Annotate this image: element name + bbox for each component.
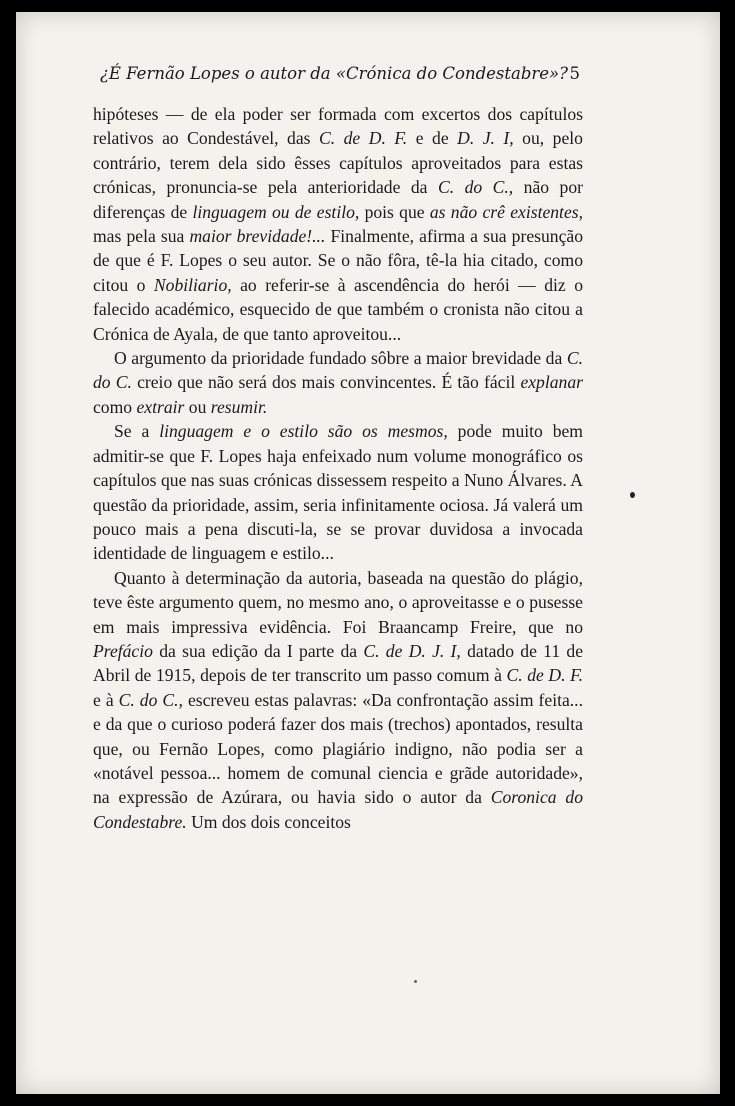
- text-run: da sua edição da I parte da: [152, 640, 364, 661]
- italic-text: explanar: [520, 372, 583, 393]
- text-run: Finalmente, afirma a sua presunção de que é F. Lopes o seu autor. Se o não fôra, tê-la hia citado, como citou o: [93, 226, 583, 295]
- text-run: como: [93, 396, 137, 417]
- italic-text: as não crê existentes,: [429, 201, 584, 222]
- italic-text: C. de D. F.: [506, 665, 583, 686]
- text-run: ao referir-se à ascendência do herói — diz o falecido académico, esquecido de que também o cronista não citou a Crónica de Ayala, de que tanto aproveitou...: [93, 274, 583, 344]
- italic-text: Prefácio: [93, 640, 153, 661]
- text-run: creio que não será dos mais convincentes. É tão fácil: [131, 372, 521, 393]
- italic-text: linguagem e o estilo são os mesmos,: [159, 421, 448, 442]
- italic-text: resumir.: [210, 396, 268, 417]
- italic-text: C. do C.,: [437, 177, 514, 198]
- text-run: Se a: [114, 421, 160, 442]
- italic-text: Nobiliario,: [153, 274, 232, 295]
- text-run: e à: [93, 689, 119, 710]
- text-run: e de: [407, 128, 458, 149]
- italic-text: C. de D. J. I,: [363, 640, 461, 661]
- running-title: ¿É Fernão Lopes o autor da «Crónica do Condestabre»?: [100, 64, 569, 83]
- ink-speck: [414, 980, 417, 983]
- text-run: ou, pelo contrário, terem dela sido êsses capítulos aproveitados para estas crónicas, pronuncia-se pela anterioridade da: [93, 128, 583, 198]
- paragraph: [93, 419, 583, 565]
- text-run: pois que: [359, 201, 430, 222]
- italic-text: C. do C.: [93, 348, 583, 393]
- text-run: hipóteses — de ela poder ser formada com excertos dos capítulos relativos ao Condestável, das: [93, 104, 583, 149]
- ink-speck: [630, 492, 635, 498]
- italic-text: D. J. I,: [457, 128, 514, 149]
- text-run: pode muito bem admitir-se que F. Lopes haja enfeixado num volume monográfico os capítulos que nas suas crónicas dissessem respeito a Nuno Álvares. A questão da prioridade, assim, seria infinitamente ociosa. Já valerá um pouco mais a pena discuti-la, se se provar duvidosa a invocada identidade de linguagem e estilo...: [93, 421, 583, 564]
- text-run: Quanto à determinação da autoria, baseada na questão do plágio, teve êste argumento quem, no mesmo ano, o aproveitasse e o pusesse em mais impressiva evidência. Foi Braancamp Freire, que no: [93, 567, 583, 637]
- body-text: [93, 102, 583, 834]
- italic-text: C. do C.,: [118, 689, 183, 710]
- italic-text: extrair: [136, 396, 185, 417]
- italic-text: Coronica do Condestabre.: [93, 787, 583, 832]
- text-run: ou: [184, 396, 211, 417]
- running-header: [100, 64, 580, 88]
- paragraph: [93, 566, 583, 834]
- text-run: O argumento da prioridade fundado sôbre a maior brevidade da: [114, 348, 567, 369]
- text-run: mas pela sua: [93, 226, 190, 247]
- italic-text: C. de D. F.: [319, 128, 408, 149]
- italic-text: maior brevidade!...: [189, 226, 326, 247]
- text-run: não por diferenças de: [93, 177, 583, 222]
- paragraph: [93, 102, 583, 346]
- paragraph: [93, 346, 583, 419]
- text-run: Um dos dois conceitos: [186, 811, 351, 832]
- text-run: escreveu estas palavras: «Da confrontação assim feita... e da que o curioso poderá fazer dos mais (trechos) apontados, resulta que, ou Fernão Lopes, como plagiário indigno, não podia ser a «notável pessoa... homem de comunal ciencia e grãde autoridade», na expressão de Azúrara, ou havia sido o autor da: [93, 689, 583, 808]
- text-run: datado de 11 de Abril de 1915, depois de ter transcrito um passo comum à: [93, 640, 583, 686]
- page-number: 5: [569, 64, 580, 83]
- italic-text: linguagem ou de estilo,: [192, 201, 360, 222]
